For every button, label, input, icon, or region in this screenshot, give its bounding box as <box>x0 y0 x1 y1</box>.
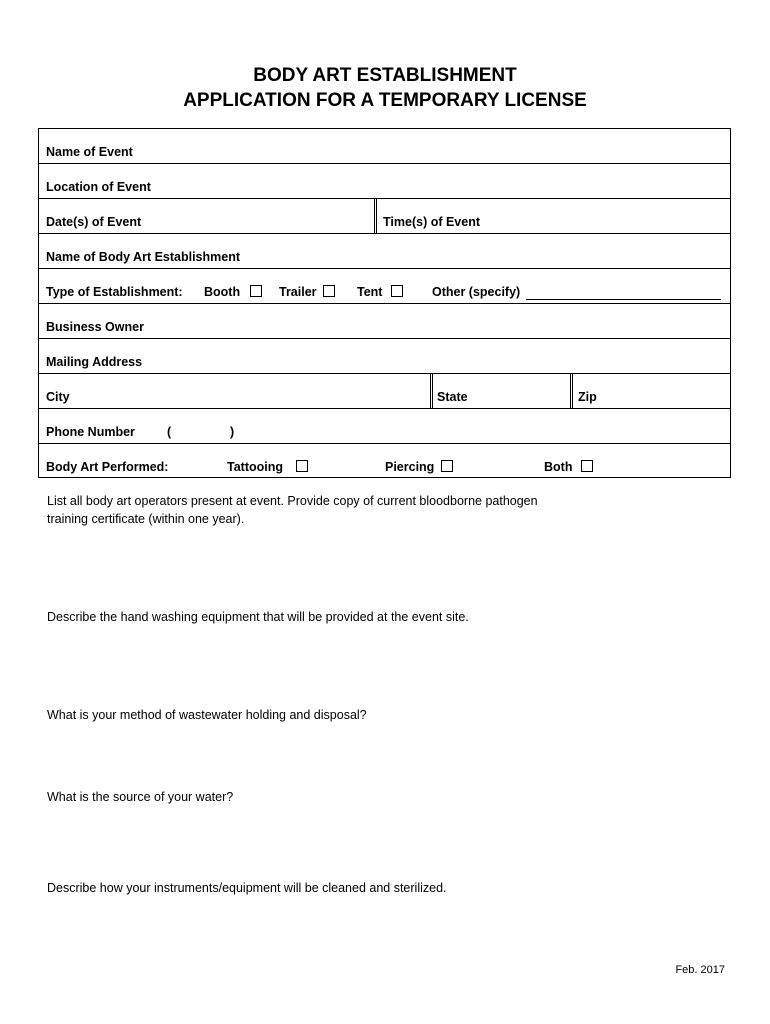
both-label: Both <box>544 460 573 474</box>
dates-of-event-label: Date(s) of Event <box>46 215 142 229</box>
hand-washing-question: Describe the hand washing equipment that will be provided at the event site. <box>47 610 469 624</box>
tattooing-label: Tattooing <box>227 460 283 474</box>
divider <box>570 374 573 408</box>
cleaning-question: Describe how your instruments/equipment will be cleaned and sterilized. <box>47 881 447 895</box>
row-name-of-event[interactable] <box>39 129 730 164</box>
water-source-question: What is the source of your water? <box>47 790 234 804</box>
location-of-event-label: Location of Event <box>46 180 151 194</box>
booth-checkbox[interactable] <box>250 285 262 297</box>
zip-label: Zip <box>578 390 597 404</box>
row-mailing-address[interactable] <box>39 339 730 374</box>
booth-label: Booth <box>204 285 241 299</box>
name-of-event-label: Name of Event <box>46 145 133 159</box>
type-of-establishment-label: Type of Establishment: <box>46 285 183 299</box>
name-of-establishment-label: Name of Body Art Establishment <box>46 250 241 264</box>
other-specify-label: Other (specify) <box>432 285 521 299</box>
tattooing-checkbox[interactable] <box>296 460 308 472</box>
row-city-state-zip <box>39 374 730 409</box>
mailing-address-label: Mailing Address <box>46 355 143 369</box>
body-art-performed-label: Body Art Performed: <box>46 460 169 474</box>
divider <box>374 199 377 233</box>
row-business-owner[interactable] <box>39 304 730 339</box>
title-line-1: BODY ART ESTABLISHMENT <box>253 65 517 86</box>
tent-label: Tent <box>357 285 383 299</box>
row-location-of-event[interactable] <box>39 164 730 199</box>
trailer-checkbox[interactable] <box>323 285 335 297</box>
footer-date: Feb. 2017 <box>675 964 725 976</box>
other-specify-line[interactable] <box>526 299 721 300</box>
row-phone-number[interactable] <box>39 409 730 444</box>
operators-question-line-2: training certificate (within one year). <box>47 512 245 526</box>
both-checkbox[interactable] <box>581 460 593 472</box>
business-owner-label: Business Owner <box>46 320 144 334</box>
phone-open-paren: ( <box>167 425 172 439</box>
divider <box>430 374 433 408</box>
title-line-2: APPLICATION FOR A TEMPORARY LICENSE <box>183 90 587 111</box>
city-label: City <box>46 390 70 404</box>
phone-close-paren: ) <box>230 425 235 439</box>
state-label: State <box>437 390 468 404</box>
row-establishment-name[interactable] <box>39 234 730 269</box>
wastewater-question: What is your method of wastewater holding and disposal? <box>47 708 367 722</box>
phone-number-label: Phone Number <box>46 425 135 439</box>
times-of-event-label: Time(s) of Event <box>383 215 481 229</box>
row-body-art-performed <box>39 444 730 479</box>
operators-question <box>47 492 538 528</box>
row-establishment-type <box>39 269 730 304</box>
trailer-label: Trailer <box>279 285 317 299</box>
piercing-checkbox[interactable] <box>441 460 453 472</box>
operators-question-line-1: List all body art operators present at event. Provide copy of current bloodborne pathogen <box>47 494 538 508</box>
tent-checkbox[interactable] <box>391 285 403 297</box>
row-date-time <box>39 199 730 234</box>
application-form <box>38 128 731 478</box>
piercing-label: Piercing <box>385 460 435 474</box>
